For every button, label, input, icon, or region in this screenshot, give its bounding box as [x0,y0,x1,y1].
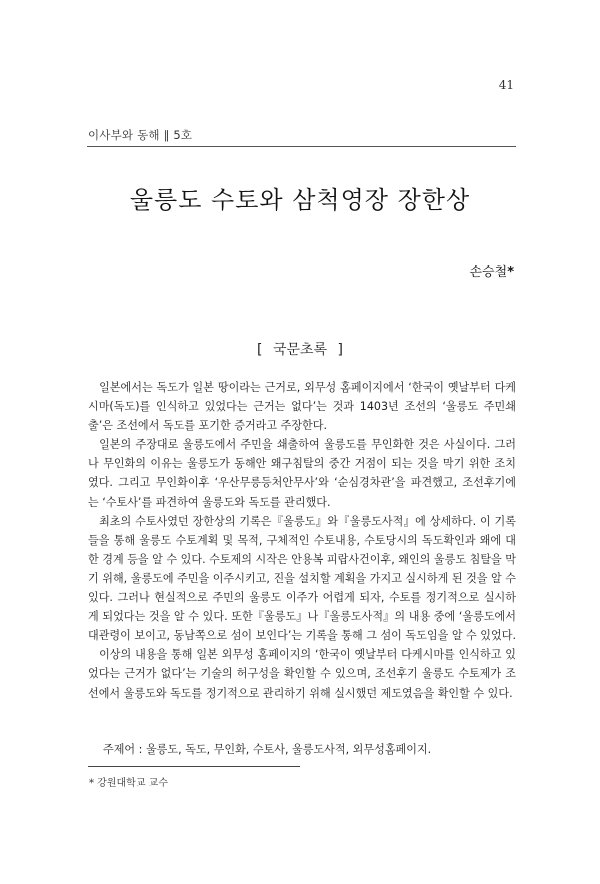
abstract-paragraph: 최초의 수토사였던 장한상의 기록은『울릉도』와『울릉도사적』에 상세하다. 이 기록들을 통해 울릉도 수토계획 및 목적, 구체적인 수토내용, 수토당시의 독도확인과 왜에 대한 경계 등을 알 수 있다. 수토제의 시작은 안용복 피랍사건이후, 왜인의 울릉도 침탈을 막기 위해, 울릉도에 주민을 이주시키고, 진을 설치할 계획을 가지고 실시하게 된 것을 알 수 있다. 그러나 현실적으로 주민의 울릉도 이주가 어렵게 되자, 수토를 정기적으로 실시하게 되었다는 것을 알 수 있다. 또한『울릉도』나『울릉도사적』의 내용 중에 ‘울릉도에서 대관령이 보이고, 동남쪽으로 섬이 보인다’는 기록을 통해 그 섬이 독도임을 알 수 있었다. [88,514,516,643]
footnote-rule [88,766,300,767]
footnote: * 강원대학교 교수 [89,778,168,789]
abstract-body [88,378,516,703]
abstract-heading: [ 국문초록 ] [257,342,343,358]
header-rule [87,146,516,147]
abstract-paragraph: 일본의 주장대로 울릉도에서 주민을 쇄출하여 울릉도를 무인화한 것은 사실이다. 그러나 무인화의 이유는 울릉도가 동해안 왜구침탈의 중간 거점이 되는 것을 막기 위한 조치였다. 그리고 무인화이후 ‘우산무릉등처안무사’와 ‘순심경차관’을 파견했고, 조선후기에는 ‘수토사’를 파견하여 울릉도와 독도를 관리했다. [88,438,516,509]
abstract-paragraph: 일본에서는 독도가 일본 땅이라는 근거로, 외무성 홈페이지에서 ‘한국이 옛날부터 다케시마(독도)를 인식하고 있었다는 근거는 없다’는 것과 1403년 조선의 ‘울릉도 주민쇄출’은 조선에서 독도를 포기한 증거라고 주장한다. [88,381,516,433]
page-number: 41 [498,78,514,92]
abstract-paragraph: 이상의 내용을 통해 일본 외무성 홈페이지의 ‘한국이 옛날부터 다케시마를 인식하고 있었다는 근거가 없다’는 기술의 허구성을 확인할 수 있으며, 조선후기 울릉도 수토제가 조선에서 울릉도와 독도를 정기적으로 관리하기 위해 실시했던 제도였음을 확인할 수 있다. [88,648,516,700]
running-header: 이사부와 동해 ∥ 5호 [88,128,193,142]
paper-title: 울릉도 수토와 삼척영장 장한상 [129,186,471,214]
author-name: 손승철 [469,265,508,280]
author [470,261,515,280]
author-footnote-mark: * [507,265,514,280]
keywords: 주제어 : 울릉도, 독도, 무인화, 수토사, 울릉도사적, 외무성홈페이지. [103,743,432,756]
